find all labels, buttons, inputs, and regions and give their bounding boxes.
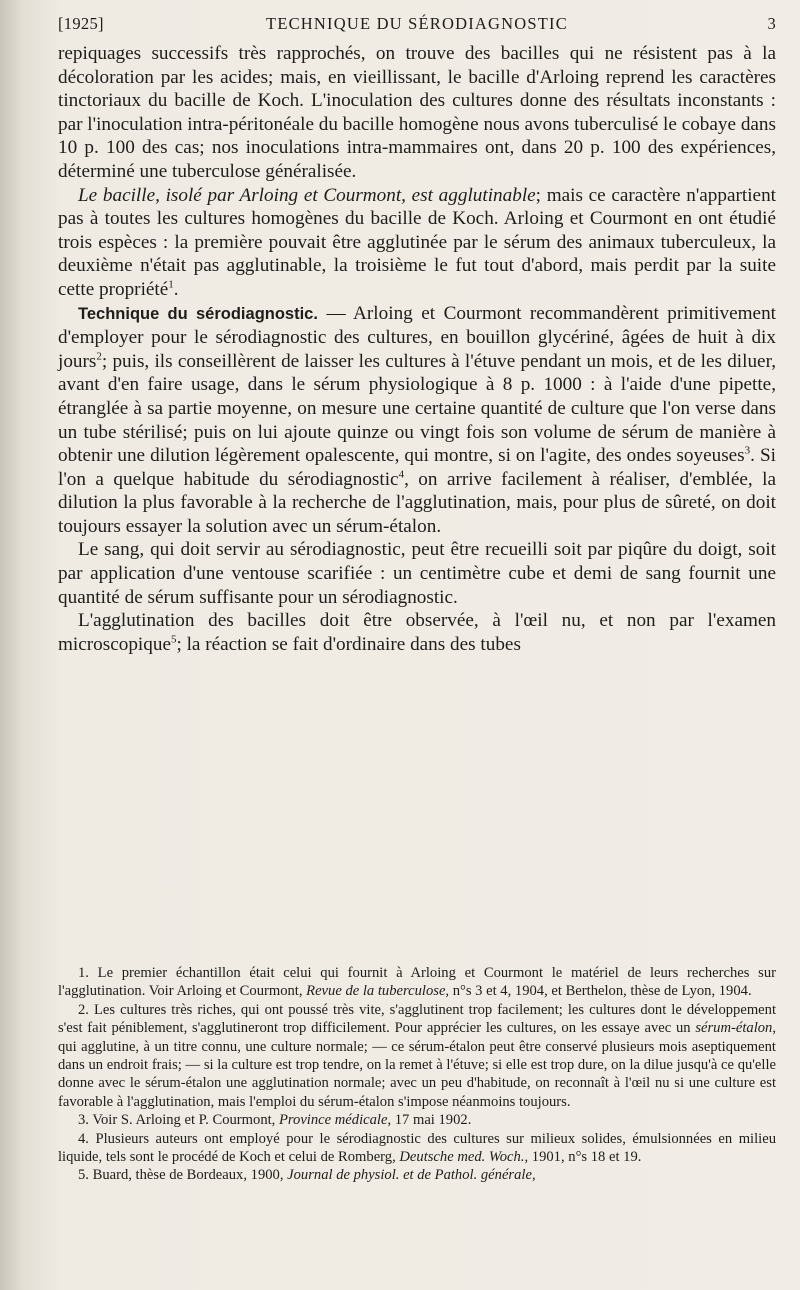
footnote-2 (58, 1001, 776, 1111)
paragraph-5 (58, 609, 776, 656)
paragraph-2 (58, 184, 776, 302)
paragraph-3-text-b: ; puis, ils conseillèrent de laisser les cultures à l'étuve pendant un mois, et de les diluer, avant d'en faire usage, dans le sérum physiologique à 8 p. 1000 : à l'aide d'une pipette, étranglée à sa partie moyenne, on mesure une certaine quantité de culture que l'on verse dans un tube stérilisé; puis on lui ajoute quinze ou vingt fois son volume de sérum de manière à obtenir une dilution légèrement opalescente, qui montre, si on l'agite, des ondes soyeuses (58, 350, 776, 467)
page-number: 3 (767, 14, 776, 33)
footnote-2-text: 2. Les cultures très riches, qui ont poussé très vite, s'agglutinent trop facilement; les cultures dont le développement s'est fait péniblement, s'agglutineront trop difficilement. Pour apprécier les cultures, on les essaye avec un (58, 1001, 776, 1037)
footnote-1-end: , n°s 3 et 4, 1904, et Berthelon, thèse de Lyon, 1904. (445, 983, 752, 1000)
footnote-3-text: 3. Voir S. Arloing et P. Courmont, (78, 1112, 279, 1129)
footnote-5 (58, 1166, 776, 1184)
paragraph-1-text: repiquages successifs très rapprochés, on trouve des bacilles qui ne résistent pas à la décoloration par les acides; mais, en vieillissant, le bacille d'Arloing reprend les caractères tinctoriaux du bacille de Koch. L'inoculation des cultures donne des résultats inconstants : par l'inoculation intra-péritonéale du bacille homogène nous avons tuberculisé le cobaye dans 10 p. 100 des cas; nos inoculations intra-mammaires ont, dans 20 p. 100 des expériences, déterminé une tuberculose généralisée. (58, 43, 776, 182)
footnote-1-text: 1. Le premier échantillon était celui qui fournit à Arloing et Courmont le matériel de leurs recherches sur l'agglutination. Voir Arloing et Courmont, (58, 965, 776, 1000)
footnote-4-text: 4. Plusieurs auteurs ont employé pour le sérodiagnostic des cultures sur milieux solides, émulsionnées en milieu liquide, tels sont le procédé de Koch et celui de Romberg, (58, 1130, 776, 1166)
footnote-4-end: , 1901, n°s 18 et 19. (524, 1149, 642, 1166)
footnote-5-journal: Journal de physiol. et de Pathol. générale (287, 1167, 532, 1184)
paragraph-4 (58, 538, 776, 609)
footnote-3-journal: Province médicale (278, 1112, 388, 1129)
paragraph-2-text: ; mais ce caractère n'appartient pas à toutes les cultures homogènes du bacille de Koch. Arloing et Courmont en ont étudié trois espèces : la première pouvait être agglutinée par le sérum des animaux tuberculeux, la deuxième n'était pas agglutinable, la troisième le fut tout d'abord, mais perdit par la suite cette propriété (58, 184, 777, 300)
paragraph-5-text-a: L'agglutination des bacilles doit être observée, à l'œil nu, et non par l'examen microscopique (58, 610, 776, 655)
footnote-1-journal: Revue de la tuberculose (306, 983, 446, 1000)
footnote-5-end: , (531, 1167, 536, 1184)
paragraph-1 (58, 42, 776, 184)
paragraph-3-text-c: . Si l'on a quelque habitude du sérodiagnostic (58, 445, 776, 490)
footnote-3-end: , 17 mai 1902. (387, 1112, 472, 1129)
footnote-ref-4: 4 (398, 468, 405, 481)
footnote-3 (58, 1111, 776, 1129)
footnote-4-journal: Deutsche med. Woch. (399, 1149, 525, 1166)
section-heading: Technique du sérodiagnostic. (78, 304, 318, 323)
running-header (58, 6, 776, 42)
footnotes (58, 964, 776, 1185)
footnote-ref-3: 3 (744, 444, 751, 457)
paragraph-3-text-a: — Arloing et Courmont recommandèrent primitivement d'employer pour le sérodiagnostic des cultures, en bouillon glycériné, âgées de huit à dix jours (58, 302, 777, 372)
paragraph-3-text-d: , on arrive facilement à réaliser, d'emblée, la dilution la plus favorable à la recherche de l'agglutination, mais, pour plus de sûreté, on doit toujours essayer la solution avec un sérum-étalon. (58, 468, 776, 537)
paragraph-3 (58, 302, 776, 539)
footnote-ref-1: 1 (168, 278, 174, 291)
footnote-2-end: , qui agglutine, à un titre connu, une culture normale; — ce sérum-étalon peut être conservé plusieurs mois aseptiquement dans un endroit frais; — si la culture est trop tendre, on la remet à l'étuve; si elle est trop dure, on la dilue jusqu'à ce qu'elle donne avec le sérum-étalon une agglutination normale; avec un peu d'habitude, on reconnaît à l'œil nu si une culture est favorable à l'agglutination, mais l'emploi du sérum-étalon s'impose néanmoins toujours. (58, 1020, 776, 1110)
footnote-4 (58, 1130, 776, 1167)
footnote-2-term: sérum-étalon (695, 1020, 773, 1037)
paragraph-4-text: Le sang, qui doit servir au sérodiagnostic, peut être recueilli soit par piqûre du doigt, soit par application d'une ventouse scarifiée : un centimètre cube et demi de sang fournit une quantité de sérum suffisante pour un sérodiagnostic. (58, 539, 776, 608)
paragraph-5-text-b: ; la réaction se fait d'ordinaire dans des tubes (176, 633, 521, 655)
footnote-ref-5: 5 (170, 633, 177, 646)
paragraph-2-end: . (173, 278, 179, 300)
paragraph-2-italic: Le bacille, isolé par Arloing et Courmont, est agglutinable (78, 184, 536, 206)
footnote-5-text: 5. Buard, thèse de Bordeaux, 1900, (78, 1167, 288, 1184)
footnote-1 (58, 964, 776, 1001)
header-title: TECHNIQUE DU SÉRODIAGNOSTIC (266, 14, 568, 33)
footnote-ref-2: 2 (96, 350, 102, 363)
header-year: [1925] (58, 14, 104, 33)
body-text (58, 42, 776, 656)
